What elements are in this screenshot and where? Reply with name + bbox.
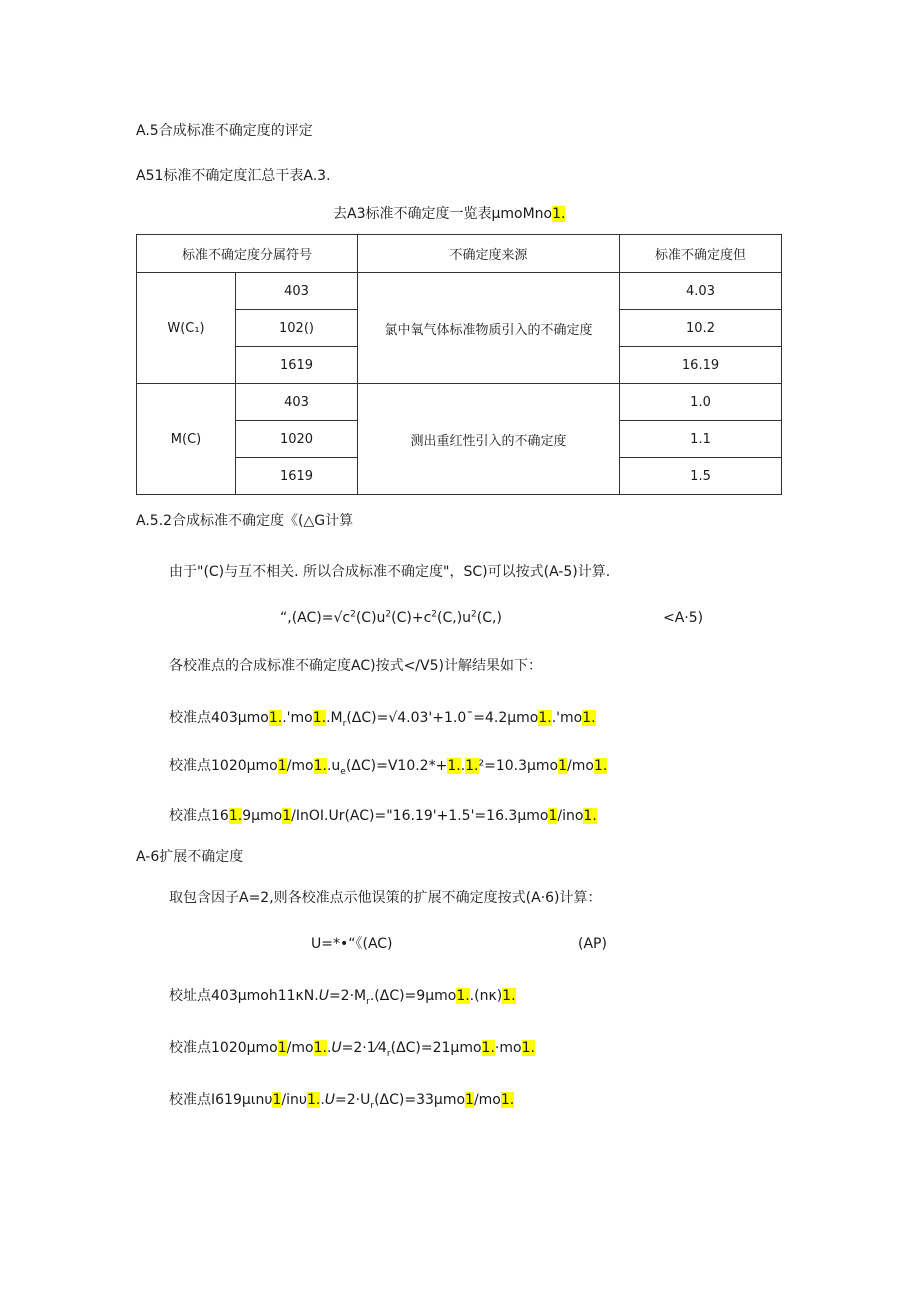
table-header-row (137, 235, 782, 273)
table-caption: 去A3标准不确定度一览表μmoMno1. (333, 206, 566, 222)
header-symbol: 标准不确定度分属符号 (137, 235, 358, 273)
formula-a6-label: (AP) (578, 936, 607, 952)
calibration-point: 403 (236, 273, 358, 310)
section-a52-title: A.5.2合成标准不确定度《(△G计算 (136, 513, 354, 529)
group-symbol: W(C₁) (137, 273, 236, 384)
formula-a6: U=*•“《(AC) (311, 936, 393, 952)
a52-intro: 由于"(C)与互不相关. 所以合成标准不确定度"，SC)可以按式(A-5)计算. (169, 564, 611, 580)
uncertainty-value: 10.2 (620, 310, 782, 347)
uncertainty-source: 测出重红性引入的不确定度 (358, 384, 620, 495)
calibration-point: 1619 (236, 458, 358, 495)
results-intro: 各校准点的合成标准不确定度AC)按式</V5)计解结果如下： (169, 658, 542, 674)
header-source: 不确定度来源 (358, 235, 620, 273)
expanded-result-1020: 校准点$1020\mu mo1/mo1..U=2\cdot 1⁄4_r(\Delta C)=21\mu mo1.\cdot mo1$. (169, 1040, 535, 1059)
calibration-point: 1619 (236, 347, 358, 384)
section-a6-title: A-6扩展不确定度 (136, 849, 244, 865)
uncertainty-value: 1.5 (620, 458, 782, 495)
combined-result-1619: 校准点161.9μmo1/InOI.Ur(AC)="16.19'+1.5'=16.3μmo1/ino1. (169, 808, 597, 824)
table-row (137, 273, 782, 310)
table-row (137, 384, 782, 421)
expanded-result-1619: 校准点$I619\mu\iota n\upsilon 1/in\upsilon 1..U=2\cdot U_r(\Delta C)=33\mu mo1/mo1$. (169, 1092, 515, 1111)
calibration-point: 102() (236, 310, 358, 347)
section-a51-text: A51标准不确定度汇总干表A.3. (136, 168, 331, 184)
uncertainty-value: 4.03 (620, 273, 782, 310)
uncertainty-value: 16.19 (620, 347, 782, 384)
a6-intro: 取包含因子A=2,则各校准点示他误策的扩展不确定度按式(A·6)计算： (169, 890, 602, 906)
calibration-point: 1020 (236, 421, 358, 458)
header-value: 标准不确定度但 (620, 235, 782, 273)
group-symbol: M(C) (137, 384, 236, 495)
combined-result-1020: 校准点$1020\mu mo1/mo1..u_e(\Delta C)=V10.2*+1..1.^2=10.3\mu mo1/mo1$. (169, 758, 608, 777)
uncertainty-value: 1.1 (620, 421, 782, 458)
calibration-point: 403 (236, 384, 358, 421)
combined-result-403: 校准点$403\mu mo1..'mo1..M_r(\Delta C)=√4.03'+1.0ˉ=4.2\mu mo1..'mo1$. (169, 710, 596, 729)
section-a5-title: A.5合成标准不确定度的评定 (136, 123, 313, 139)
uncertainty-value: 1.0 (620, 384, 782, 421)
formula-a5: “$,(AC)=√c^2(C)u^2(C)+c^2(C,)u^2(C,)$ (280, 609, 502, 626)
uncertainty-table (136, 234, 782, 495)
expanded-result-403: 校址点$403\mu moh11\kappa N.U=2\cdot M_r.(\Delta C)=9\mu mo1..(n\kappa)1$. (169, 988, 516, 1007)
uncertainty-source: 氯中氧气体标准物质引入的不确定度 (358, 273, 620, 384)
formula-a5-label: <A·5) (663, 610, 704, 626)
